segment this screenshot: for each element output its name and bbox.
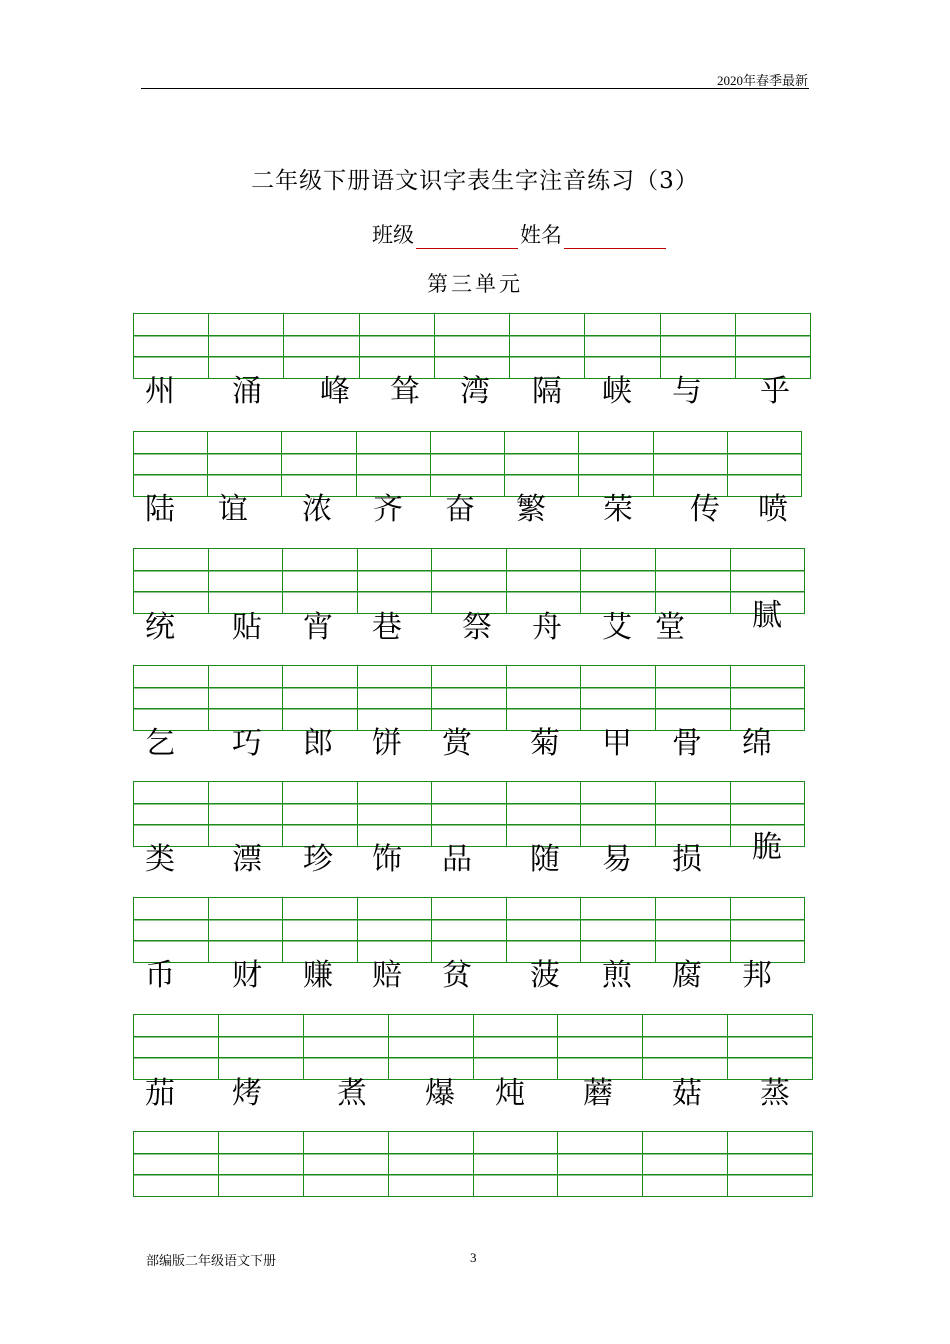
pinyin-cell[interactable] xyxy=(134,1015,219,1079)
pinyin-cell[interactable] xyxy=(581,898,656,962)
class-label: 班级 xyxy=(372,223,414,247)
char-row xyxy=(0,1074,950,1114)
character: 谊 xyxy=(218,492,248,527)
pinyin-cell[interactable] xyxy=(432,782,507,846)
pinyin-cell[interactable] xyxy=(731,898,805,962)
header-text: 2020年春季最新 xyxy=(716,73,808,88)
character: 甲 xyxy=(602,726,632,761)
character: 漂 xyxy=(232,842,262,877)
character: 菊 xyxy=(530,726,560,761)
student-info xyxy=(372,218,668,249)
character: 峡 xyxy=(602,374,632,409)
character: 饼 xyxy=(372,726,402,761)
character: 湾 xyxy=(460,374,490,409)
character: 币 xyxy=(145,958,175,993)
character: 乞 xyxy=(145,726,175,761)
class-blank[interactable] xyxy=(416,218,518,249)
character: 繁 xyxy=(516,492,546,527)
pinyin-cell[interactable] xyxy=(134,432,208,496)
character: 赚 xyxy=(303,958,333,993)
pinyin-cell[interactable] xyxy=(431,432,505,496)
character: 荣 xyxy=(603,492,633,527)
pinyin-cell[interactable] xyxy=(474,1132,559,1196)
character: 与 xyxy=(672,374,702,409)
header-rule xyxy=(141,88,809,89)
character: 损 xyxy=(672,842,702,877)
pinyin-cell[interactable] xyxy=(358,898,433,962)
character: 蒸 xyxy=(760,1076,790,1111)
pinyin-cell[interactable] xyxy=(654,432,728,496)
pinyin-cell[interactable] xyxy=(643,1132,728,1196)
pinyin-cell[interactable] xyxy=(284,314,359,378)
pinyin-grid[interactable] xyxy=(133,1014,813,1080)
char-row xyxy=(0,956,950,996)
pinyin-cell[interactable] xyxy=(134,1132,219,1196)
character: 易 xyxy=(602,842,632,877)
pinyin-cell[interactable] xyxy=(304,1132,389,1196)
pinyin-cell[interactable] xyxy=(505,432,579,496)
name-label: 姓名 xyxy=(520,223,562,247)
pinyin-cell[interactable] xyxy=(507,782,582,846)
character: 烤 xyxy=(232,1076,262,1111)
character: 菠 xyxy=(530,958,560,993)
pinyin-cell[interactable] xyxy=(507,549,582,613)
page-number: 3 xyxy=(470,1250,477,1265)
pinyin-cell[interactable] xyxy=(656,782,731,846)
pinyin-cell[interactable] xyxy=(435,314,510,378)
pinyin-cell[interactable] xyxy=(656,666,731,730)
pinyin-cell[interactable] xyxy=(643,1015,728,1079)
pinyin-cell[interactable] xyxy=(134,314,209,378)
character: 类 xyxy=(145,842,175,877)
character: 宵 xyxy=(303,610,333,645)
pinyin-cell[interactable] xyxy=(389,1015,474,1079)
character: 陆 xyxy=(145,492,175,527)
pinyin-cell[interactable] xyxy=(134,898,209,962)
pinyin-cell[interactable] xyxy=(134,782,209,846)
character: 涌 xyxy=(232,374,262,409)
character: 茄 xyxy=(145,1076,175,1111)
character: 统 xyxy=(145,610,175,645)
character: 郎 xyxy=(303,726,333,761)
pinyin-cell[interactable] xyxy=(432,666,507,730)
character: 传 xyxy=(690,492,720,527)
pinyin-cell[interactable] xyxy=(219,1132,304,1196)
pinyin-cell[interactable] xyxy=(358,782,433,846)
pinyin-cell[interactable] xyxy=(282,432,356,496)
character: 堂 xyxy=(655,610,685,645)
character: 齐 xyxy=(373,492,403,527)
pinyin-cell[interactable] xyxy=(208,432,282,496)
page-title: 二年级下册语文识字表生字注音练习（3） xyxy=(251,168,699,194)
pinyin-cell[interactable] xyxy=(474,1015,559,1079)
pinyin-cell[interactable] xyxy=(209,898,284,962)
pinyin-cell[interactable] xyxy=(731,666,805,730)
character: 峰 xyxy=(320,374,350,409)
pinyin-cell[interactable] xyxy=(358,549,433,613)
pinyin-cell[interactable] xyxy=(209,314,284,378)
pinyin-cell[interactable] xyxy=(389,1132,474,1196)
character: 奋 xyxy=(445,492,475,527)
character: 菇 xyxy=(672,1076,702,1111)
character: 巷 xyxy=(372,610,402,645)
character: 品 xyxy=(442,842,472,877)
pinyin-cell[interactable] xyxy=(134,666,209,730)
pinyin-cell[interactable] xyxy=(581,782,656,846)
character: 煎 xyxy=(602,958,632,993)
pinyin-grid[interactable] xyxy=(133,313,811,379)
char-row xyxy=(0,598,950,648)
char-row xyxy=(0,830,950,880)
character: 邦 xyxy=(742,958,772,993)
character: 浓 xyxy=(302,492,332,527)
pinyin-cell[interactable] xyxy=(728,432,801,496)
character: 贴 xyxy=(232,610,262,645)
pinyin-cell[interactable] xyxy=(736,314,810,378)
character: 隔 xyxy=(532,374,562,409)
character: 舟 xyxy=(532,610,562,645)
character: 艾 xyxy=(602,610,632,645)
pinyin-cell[interactable] xyxy=(558,1015,643,1079)
pinyin-cell[interactable] xyxy=(656,898,731,962)
pinyin-cell[interactable] xyxy=(358,666,433,730)
pinyin-cell[interactable] xyxy=(283,549,358,613)
pinyin-cell[interactable] xyxy=(507,898,582,962)
character: 州 xyxy=(145,374,175,409)
pinyin-cell[interactable] xyxy=(283,898,358,962)
character: 随 xyxy=(530,842,560,877)
footer-text: 部编版二年级语文下册 xyxy=(146,1254,277,1269)
character: 炖 xyxy=(495,1076,525,1111)
character: 脆 xyxy=(752,830,782,865)
pinyin-cell[interactable] xyxy=(558,1132,643,1196)
pinyin-cell[interactable] xyxy=(283,782,358,846)
pinyin-cell[interactable] xyxy=(510,314,585,378)
pinyin-cell[interactable] xyxy=(585,314,660,378)
character: 蘑 xyxy=(583,1076,613,1111)
character: 珍 xyxy=(303,842,333,877)
pinyin-grid[interactable] xyxy=(133,665,805,731)
char-row xyxy=(0,490,950,530)
character: 贫 xyxy=(442,958,472,993)
pinyin-cell[interactable] xyxy=(219,1015,304,1079)
character: 耸 xyxy=(390,374,420,409)
pinyin-cell[interactable] xyxy=(304,1015,389,1079)
character: 赔 xyxy=(372,958,402,993)
character: 巧 xyxy=(232,726,262,761)
character: 腻 xyxy=(752,598,782,633)
pinyin-cell[interactable] xyxy=(209,549,284,613)
character: 骨 xyxy=(672,726,702,761)
pinyin-cell[interactable] xyxy=(357,432,431,496)
character: 财 xyxy=(232,958,262,993)
pinyin-cell[interactable] xyxy=(579,432,653,496)
pinyin-cell[interactable] xyxy=(581,666,656,730)
pinyin-cell[interactable] xyxy=(507,666,582,730)
character: 爆 xyxy=(425,1076,455,1111)
pinyin-cell[interactable] xyxy=(432,549,507,613)
pinyin-cell[interactable] xyxy=(581,549,656,613)
pinyin-cell[interactable] xyxy=(283,666,358,730)
character: 腐 xyxy=(672,958,702,993)
pinyin-cell[interactable] xyxy=(656,549,731,613)
pinyin-cell[interactable] xyxy=(209,782,284,846)
pinyin-grid[interactable] xyxy=(133,431,802,497)
unit-title: 第三单元 xyxy=(427,272,523,296)
character: 煮 xyxy=(337,1076,367,1111)
pinyin-grid[interactable] xyxy=(133,548,805,614)
pinyin-cell[interactable] xyxy=(134,549,209,613)
character: 赏 xyxy=(442,726,472,761)
character: 绵 xyxy=(742,726,772,761)
char-row xyxy=(0,372,950,412)
pinyin-grid[interactable] xyxy=(133,897,805,963)
character: 饰 xyxy=(372,842,402,877)
pinyin-grid[interactable] xyxy=(133,781,805,847)
pinyin-cell[interactable] xyxy=(661,314,736,378)
pinyin-grid[interactable] xyxy=(133,1131,813,1197)
character: 祭 xyxy=(462,610,492,645)
character: 喷 xyxy=(758,492,788,527)
char-row xyxy=(0,724,950,764)
name-blank[interactable] xyxy=(564,218,666,249)
pinyin-cell[interactable] xyxy=(432,898,507,962)
pinyin-cell[interactable] xyxy=(360,314,435,378)
pinyin-cell[interactable] xyxy=(209,666,284,730)
pinyin-cell[interactable] xyxy=(728,1132,812,1196)
pinyin-cell[interactable] xyxy=(728,1015,812,1079)
character: 乎 xyxy=(760,374,790,409)
